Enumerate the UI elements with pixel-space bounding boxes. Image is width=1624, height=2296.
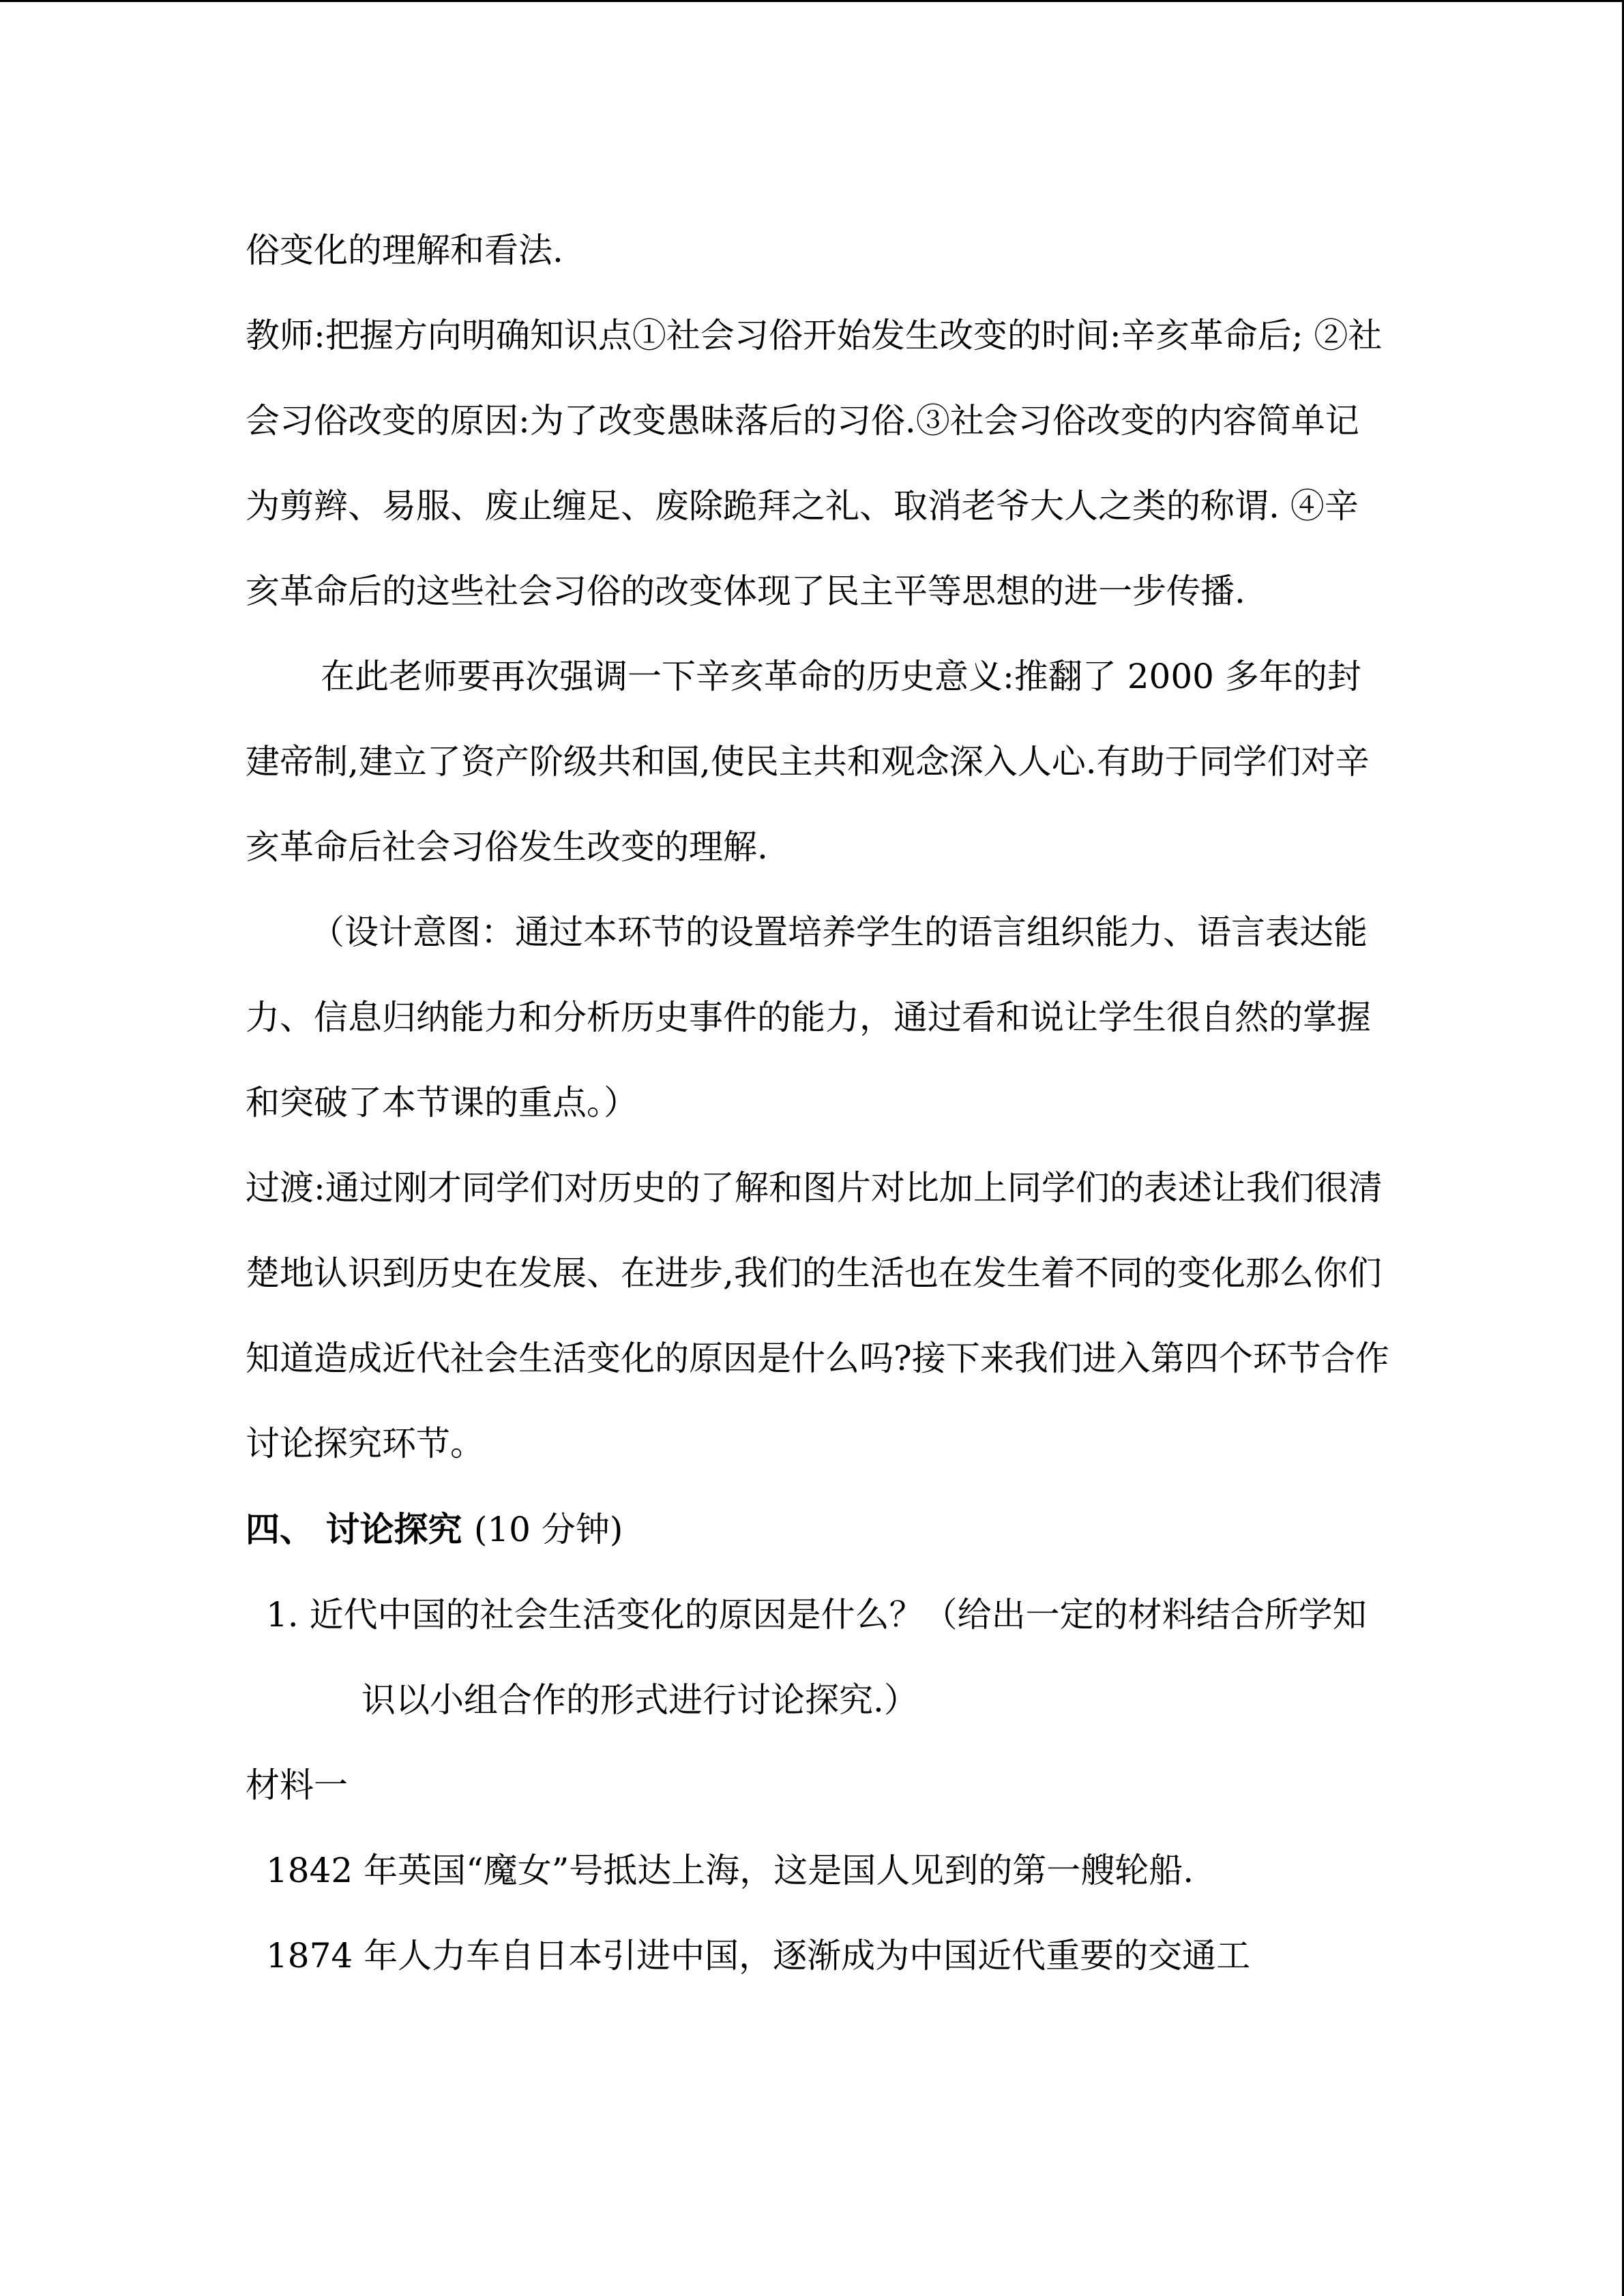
paragraph-teacher-points: 教师:把握方向明确知识点①社会习俗开始发生改变的时间:辛亥革命后; ②社会习俗改变的原因:为了改变愚昧落后的习俗.③社会习俗改变的内容简单记为剪辫、易服、废止缠足、废除跪拜之礼、取消老爷大人之类的称谓. ④辛亥革命后的这些社会习俗的改变体现了民主平等思想的进一步传播.: [246, 316, 1383, 611]
paragraph-design-intent: （设计意图：通过本环节的设置培养学生的语言组织能力、语言表达能力、信息归纳能力和分析历史事件的能力，通过看和说让学生很自然的掌握和突破了本节课的重点。）: [246, 912, 1371, 1122]
section-heading-time: (10 分钟): [473, 1510, 623, 1549]
material-line-steamship: 1842 年英国“魔女”号抵达上海，这是国人见到的第一艘轮船.: [266, 1851, 1194, 1890]
discussion-question: 1. 近代中国的社会生活变化的原因是什么？（给出一定的材料结合所学知识以小组合作的形式进行讨论探究.）: [266, 1595, 1367, 1720]
paragraph-continuation: 俗变化的理解和看法.: [246, 230, 563, 270]
material-line-rickshaw: 1874 年人力车自日本引进中国，逐渐成为中国近代重要的交通工: [266, 1936, 1251, 1976]
page-top-border: [0, 0, 1624, 2]
document-page: [246, 208, 1391, 1999]
paragraph-transition: 过渡:通过刚才同学们对历史的了解和图片对比加上同学们的表述让我们很清楚地认识到历史在发展、在进步,我们的生活也在发生着不同的变化那么你们知道造成近代社会生活变化的原因是什么吗?接下来我们进入第四个环节合作讨论探究环节。: [246, 1168, 1389, 1463]
section-heading: [246, 1487, 1391, 1572]
material-label: 材料一: [246, 1765, 348, 1805]
section-heading-title: 四、 讨论探究: [246, 1509, 462, 1549]
paragraph-revolution-significance: 在此老师要再次强调一下辛亥革命的历史意义:推翻了 2000 多年的封建帝制,建立了资产阶级共和国,使民主共和观念深入人心.有助于同学们对辛亥革命后社会习俗发生改变的理解.: [246, 657, 1370, 867]
